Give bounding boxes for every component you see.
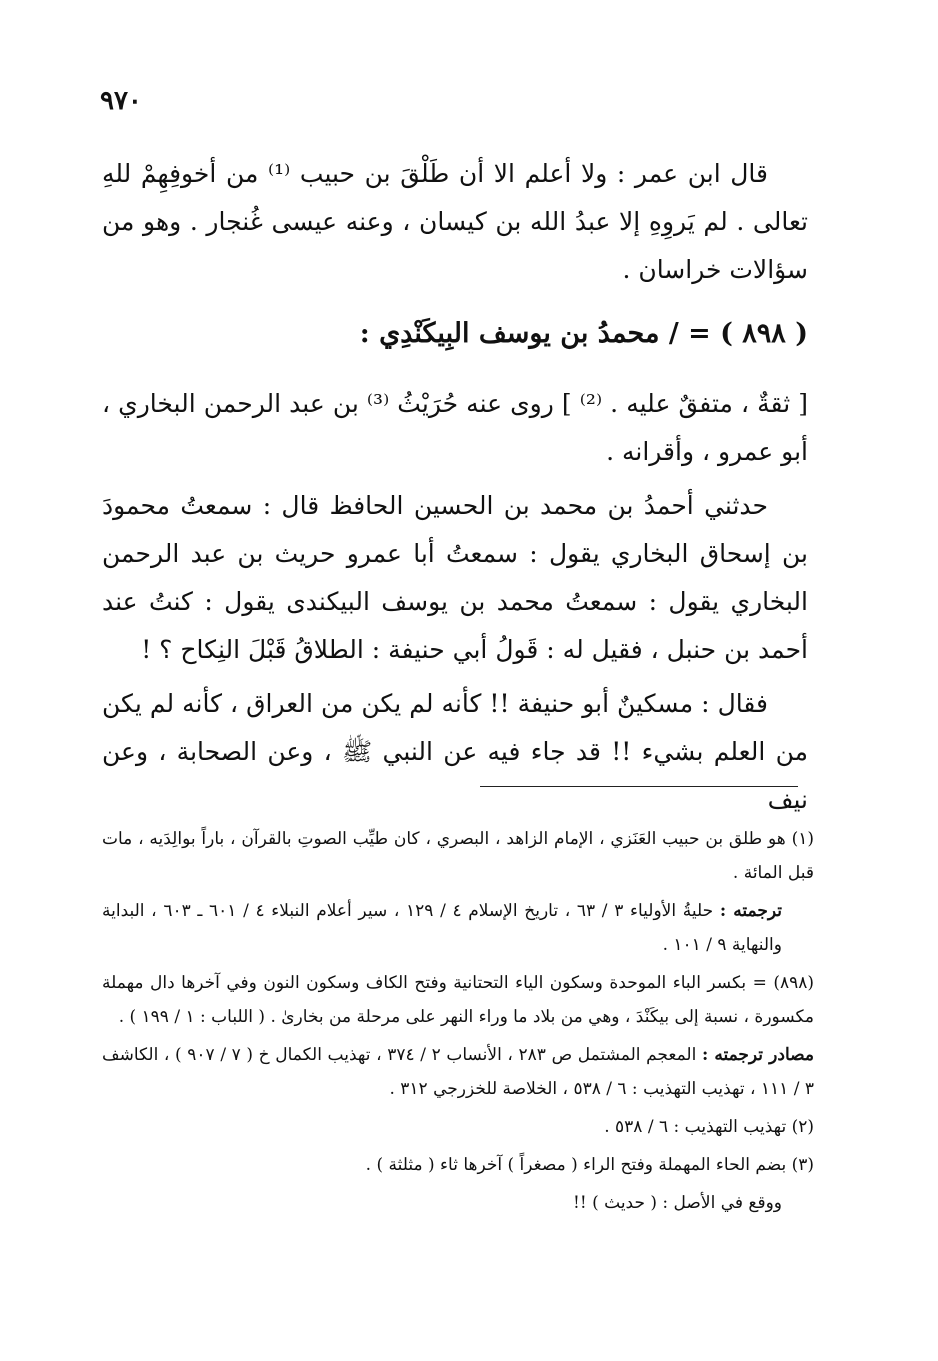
paragraph-4: فقال : مسكينٌ أبو حنيفة !! كأنه لم يكن من العراق ، كأنه لم يكن من العلم بشيء !! قد جاء فيه عن النبي ﷺ ، وعن الصحابة ، وعن نيف [102, 689, 808, 814]
paragraph-1: قال ابن عمر : ولا أعلم الا أن طَلْقَ بن حبيب ⁽¹⁾ من أخوفِهِمْ للهِ تعالى . لم يَروِهِ إلا عبدُ الله بن كيسان ، وعنه عيسى غُنجار . وهو من سؤالات خراسان . [102, 159, 808, 284]
footnote-898-sources-label: مصادر ترجمته : [701, 1045, 814, 1065]
footnote-1-sources-text: حليةُ الأولياء ٣ / ٦٣ ، تاريخ الإسلام ٤ / ١٢٩ ، سير أعلام النبلاء ٤ / ٦٠١ ـ ٦٠٣ ، البداية والنهاية ٩ / ١٠١ . [102, 901, 782, 955]
footnote-898-sources-text: المعجم المشتمل ص ٢٨٣ ، الأنساب ٢ / ٣٧٤ ، تهذيب الكمال خ ( ٧ / ٩٠٧ ) ، الكاشف ٣ / ١١١ ، تهذيب التهذيب : ٦ / ٥٣٨ ، الخلاصة للخزرجي ٣١٢ . [102, 1045, 814, 1099]
footnote-2: (٢) تهذيب التهذيب : ٦ / ٥٣٨ . [604, 1117, 814, 1137]
footnote-1-sources-label: ترجمته : [719, 901, 782, 921]
footnote-898-sources [102, 1038, 814, 1106]
entry-heading: ( ٨٩٨ ) = / محمدُ بن يوسف البِيكَنْدِي : [359, 318, 808, 349]
paragraph-3: حدثني أحمدُ بن محمد بن الحسين الحافظ قال : سمعتُ محمودَ بن إسحاق البخاري يقول : سمعتُ أبا عمرو حريث بن عبد الرحمن البخاري يقول : سمعتُ محمد بن يوسف البيكندى يقول : كنتُ عند أحمد بن حنبل ، فقيل له : قَولُ أبي حنيفة : الطلاقُ قَبْلَ النِكاح ؟ ! [102, 491, 808, 664]
footnote-898: (٨٩٨) = بكسر الباء الموحدة وسكون الياء التحتانية وفتح الكاف وسكون النون وفي آخرها دال مهملة مكسورة ، نسبة إلى بيكَنْدَ ، وهي من بلاد ما وراء النهر على مرحلة من بخارىٰ . ( اللباب : ١ / ١٩٩ ) . [102, 973, 814, 1027]
footnote-3-note: ووقع في الأصل : ( حديث ) !! [573, 1193, 782, 1213]
footnotes [102, 822, 814, 1224]
page-number: ٩٧٠ [100, 86, 142, 116]
footnote-1-sources [102, 894, 814, 962]
footnote-1: (١) هو طلق بن حبيب العَنَزي ، الإمام الزاهد ، البصري ، كان طيِّب الصوتِ بالقرآن ، باراً بوالِدَيه ، مات قبل المائة . [102, 829, 814, 883]
footnote-separator [480, 786, 798, 787]
footnote-3: (٣) بضم الحاء المهملة وفتح الراء ( مصغراً ) آخرها ثاء ( مثلثة ) . [365, 1155, 814, 1175]
paragraph-2: [ ثقةٌ ، متفقٌ عليه . ⁽²⁾ ] روى عنه حُرَيْثُ ⁽³⁾ بن عبد الرحمن البخاري ، أبو عمرو ، وأقرانه . [102, 389, 809, 466]
